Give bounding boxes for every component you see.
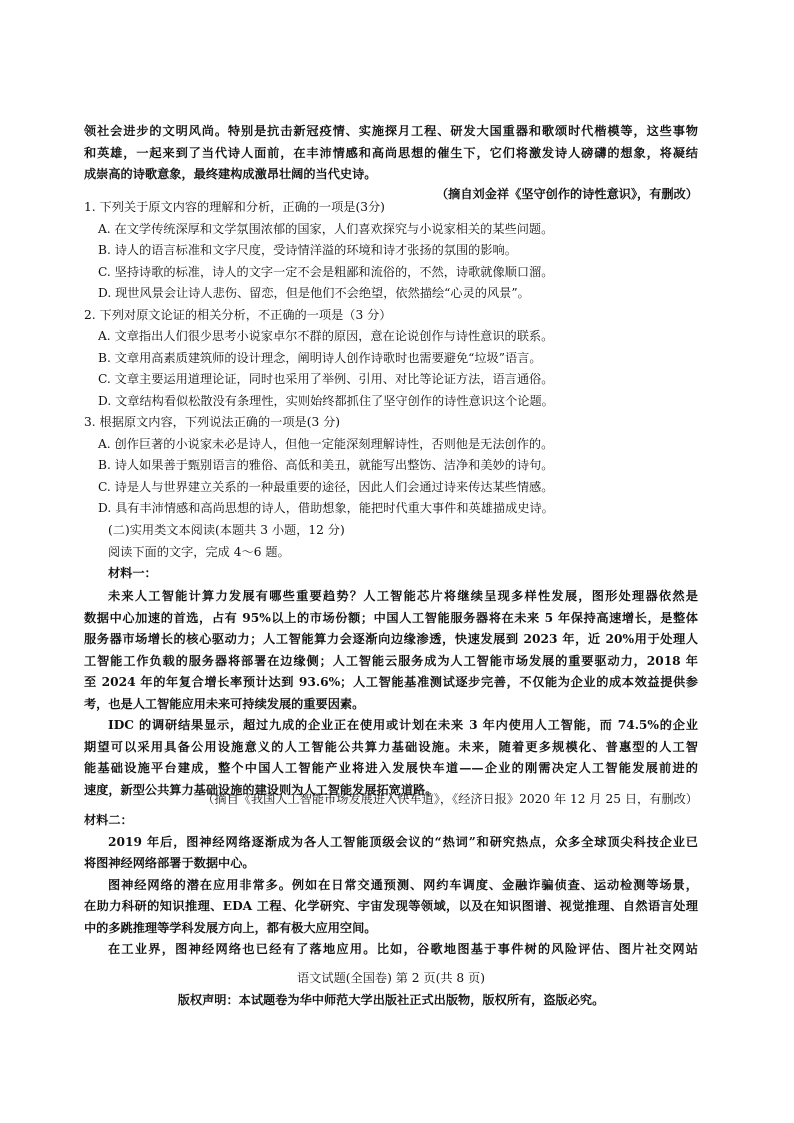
- copyright-notice: 版权声明：本试题卷为华中师范大学出版社正式出版物，版权所有，盗版必究。: [177, 992, 605, 1007]
- section-instruction: 阅读下面的文字，完成 4～6 题。: [108, 544, 290, 559]
- passage-end: [84, 121, 698, 186]
- material-1-source-block: [84, 789, 698, 811]
- text-line: 服务器市场增长的核心驱动力；人工智能算力会逐渐向边缘渗透，快速发展到 2023 年，近 20%用于处理人: [84, 632, 698, 646]
- text-line: 和英雄，一起来到了当代诗人面前，在丰沛情感和高尚思想的催生下，它们将激发诗人磅礴的想象，将凝结: [84, 145, 698, 160]
- question-3-option-c: C. 诗是人与世界建立关系的一种最重要的途径，因此人们会通过诗来传达某些情感。: [98, 479, 554, 494]
- text-line: 数据中心加速的首选，占有 95%以上的市场份额；中国人工智能服务器将在未来 5 年保持高速增长，是整体: [84, 610, 698, 625]
- question-1-stem: 1. 下列关于原文内容的理解和分析，正确的一项是(3分): [84, 200, 385, 214]
- text-line: 至 2024 年的年复合增长率预计达到 93.6%；人工智能基准测试逐步完善，不仅能为企业的成本效益提供参: [84, 675, 698, 689]
- section-heading: (二)实用类文本阅读(本题共 3 小题，12 分): [108, 523, 345, 537]
- question-1-option-c: C. 坚持诗歌的标准，诗人的文字一定不会是粗鄙和流俗的，不然，诗歌就像顺口溜。: [98, 264, 554, 279]
- source-line: （摘自刘金祥《坚守创作的诗性意识》，有删改）: [435, 187, 698, 201]
- question-3-option-b: B. 诗人如果善于甄别语言的雅俗、高低和美丑，就能写出整饬、洁净和美妙的诗句。: [98, 458, 554, 472]
- question-2-option-c: C. 文章主要运用道理论证，同时也采用了举例、引用、对比等论证方法，语言通俗。: [98, 372, 554, 386]
- text-line: 能基础设施平台建成，整个中国人工智能产业将进入发展快车道——企业的刚需决定人工智能发展前进的: [84, 761, 698, 775]
- material-2-label: 材料二：: [84, 813, 133, 827]
- question-3-stem: 3. 根据原文内容，下列说法正确的一项是(3 分): [84, 415, 341, 429]
- question-3-option-a: A. 创作巨著的小说家未必是诗人，但他一定能深刻理解诗性，否则他是无法创作的。: [98, 436, 554, 451]
- question-1-option-b: B. 诗人的语言标准和文字尺度，受诗情洋溢的环境和诗才张扬的氛围的影响。: [98, 243, 517, 257]
- material-1-source: （摘自《我国人工智能市场发展进入快车道》，《经济日报》2020 年 12 月 25 日，有删改）: [202, 792, 698, 806]
- text-line: 期望可以采用具备公用设施意义的人工智能公共算力基础设施。未来，随着更多规模化、普惠型的人工智: [84, 739, 698, 754]
- question-2-option-a: A. 文章指出人们很少思考小说家卓尔不群的原因，意在论说创作与诗性意识的联系。: [98, 329, 554, 343]
- text-line: 中的多跳推理等学科发展方向上，都有极大应用空间。: [84, 920, 377, 935]
- questions-1-3: [84, 197, 698, 520]
- text-line: 2019 年后，图神经网络逐渐成为各人工智能顶级会议的“热词”和研究热点，众多全球顶尖科技企业已: [108, 834, 698, 849]
- question-1-option-d: D. 现世风景会让诗人悲伤、留恋，但是他们不会绝望，依然描绘“心灵的风景”。: [98, 286, 530, 300]
- text-line: 在工业界，图神经网络也已经有了落地应用。比如，谷歌地图基于事件树的风险评估、图片社交网站: [108, 942, 698, 956]
- page-footer: [84, 968, 698, 1011]
- text-line: 工智能工作负载的服务器将部署在边缘侧；人工智能云服务成为人工智能市场发展的重要驱动力，2018 年: [84, 653, 698, 668]
- question-2-option-d: D. 文章结构看似松散没有条理性，实则始终都抓住了坚守创作的诗性意识这个论题。: [98, 393, 554, 408]
- text-line: 在助力科研的知识推理、EDA 工程、化学研究、宇宙发现等领域，以及在知识图谱、视觉推理、自然语言处理: [84, 899, 698, 913]
- material-2: [84, 810, 698, 961]
- section-2: [84, 520, 698, 585]
- text-line: 未来人工智能计算力发展有哪些重要趋势？人工智能芯片将继续呈现多样性发展，图形处理器依然是: [108, 589, 698, 603]
- text-line: 成崇高的诗歌意象，最终建构成激昂壮阔的当代史诗。: [84, 167, 377, 181]
- material-1-label: 材料一：: [108, 566, 157, 580]
- text-line: 速度，新型公共算力基础设施的建设则为人工智能发展拓宽道路。: [84, 782, 438, 797]
- text-line: 图神经网络的潜在应用非常多。例如在日常交通预测、网约车调度、金融诈骗侦查、运动检测等场景，: [108, 877, 698, 892]
- question-2-option-b: B. 文章用高素质建筑师的设计理念，阐明诗人创作诗歌时也需要避免“垃圾”语言。: [98, 350, 542, 365]
- text-line: 领社会进步的文明风尚。特别是抗击新冠疫情、实施探月工程、研发大国重器和歌颂时代楷模等，这些事物: [84, 124, 698, 138]
- text-line: 考，也是人工智能应用未来可持续发展的重要因素。: [84, 696, 365, 711]
- question-1-option-a: A. 在文学传统深厚和文学氛围浓郁的国家，人们喜欢探究与小说家相关的某些问题。: [98, 221, 554, 236]
- text-line: 将图神经网络部署于数据中心。: [84, 856, 255, 870]
- page-info: 语文试题(全国卷) 第 2 页(共 8 页): [297, 971, 485, 985]
- text-line: IDC 的调研结果显示，超过九成的企业正在使用或计划在未来 3 年内使用人工智能，而 74.5%的企业: [108, 718, 698, 732]
- question-3-option-d: D. 具有丰沛情感和高尚思想的诗人，借助想象，能把时代重大事件和英雄描成史诗。: [98, 501, 554, 515]
- material-1: [84, 586, 698, 801]
- question-2-stem: 2. 下列对原文论证的相关分析，不正确的一项是（3 分）: [84, 307, 392, 322]
